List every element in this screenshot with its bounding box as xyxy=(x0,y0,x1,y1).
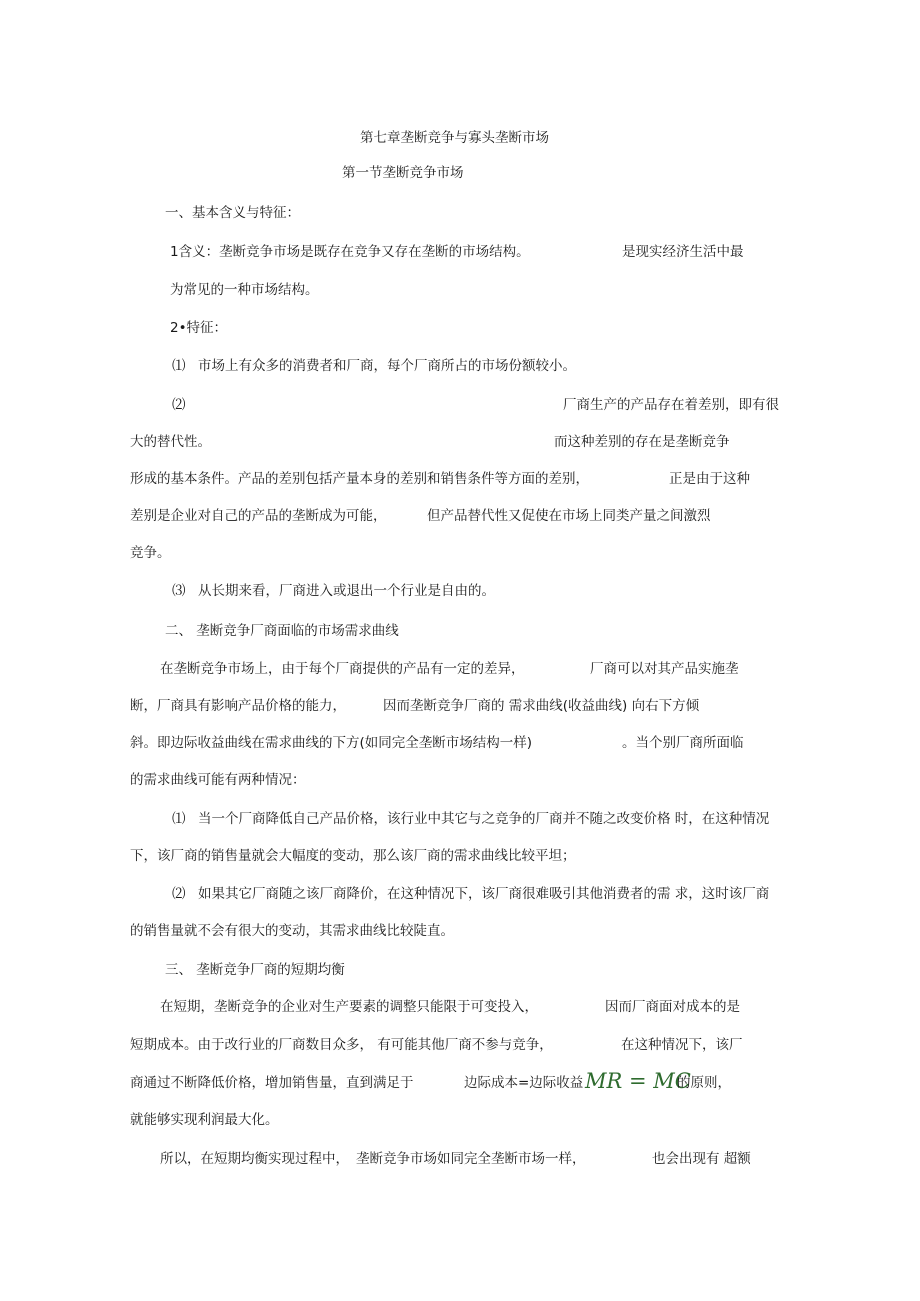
text-line: 的销售量就不会有很大的变动，其需求曲线比较陡直。 xyxy=(130,923,454,939)
text-line: 短期成本。由于改行业的厂商数目众多， 有可能其他厂商不参与竞争， xyxy=(130,1037,553,1053)
text-line: 形成的基本条件。产品的差别包括产量本身的差别和销售条件等方面的差别， xyxy=(130,471,589,487)
text-line: 。当个别厂商所面临 xyxy=(622,735,744,751)
formula-mr-mc: MR = MC xyxy=(585,1069,691,1093)
text-line: 的需求曲线可能有两种情况： xyxy=(130,772,306,788)
text-line: 下，该厂商的销售量就会大幅度的变动，那么该厂商的需求曲线比较平坦； xyxy=(130,848,576,864)
text-line: 正是由于这种 xyxy=(669,471,750,487)
text-line: 但产品替代性又促使在市场上同类产量之间激烈 xyxy=(427,508,711,524)
list-number: ⑶ xyxy=(172,583,186,599)
list-number: ⑵ xyxy=(172,886,186,902)
text-line: 边际成本=边际收益 xyxy=(464,1075,584,1091)
list-number: ⑴ xyxy=(172,811,186,827)
list-number: ⑵ xyxy=(172,397,186,413)
section-title: 第一节垄断竞争市场 xyxy=(342,165,464,181)
heading-basic-meaning: 一、基本含义与特征： xyxy=(165,205,300,221)
list-number: ⑴ xyxy=(172,358,186,374)
text-line: 是现实经济生活中最 xyxy=(622,244,744,260)
text-line: 的原则， xyxy=(677,1075,731,1091)
text-line: 因而垄断竞争厂商的 需求曲线(收益曲线) 向右下方倾 xyxy=(383,698,700,714)
text-line: 如果其它厂商随之该厂商降价，在这种情况下，该厂商很难吸引其他消费者的需 求，这时该厂商 xyxy=(198,886,770,902)
text-line: 为常见的一种市场结构。 xyxy=(170,282,319,298)
heading-short-run: 三、 垄断竞争厂商的短期均衡 xyxy=(165,962,345,978)
text-line: 竞争。 xyxy=(130,545,171,561)
text-line: 大的替代性。 xyxy=(130,434,211,450)
text-line: 断，厂商具有影响产品价格的能力， xyxy=(130,698,346,714)
text-line: 厂商可以对其产品实施垄 xyxy=(590,661,739,677)
text-line: 在这种情况下，该厂 xyxy=(621,1037,743,1053)
text-line: 斜。即边际收益曲线在需求曲线的下方(如同完全垄断市场结构一样) xyxy=(130,735,533,751)
text-line: 在短期，垄断竞争的企业对生产要素的调整只能限于可变投入， xyxy=(160,999,538,1015)
text-line: 垄断竞争市场如同完全垄断市场一样， xyxy=(356,1151,586,1167)
text-line: 差别是企业对自己的产品的垄断成为可能， xyxy=(130,508,387,524)
text-line: 而这种差别的存在是垄断竞争 xyxy=(554,434,730,450)
text-line: 2•特征： xyxy=(170,320,228,336)
text-line: 因而厂商面对成本的是 xyxy=(605,999,740,1015)
text-line: 厂商生产的产品存在着差别，即有很 xyxy=(563,397,779,413)
text-line: 商通过不断降低价格，增加销售量，直到满足于 xyxy=(130,1075,414,1091)
text-line: 1含义：垄断竞争市场是既存在竞争又存在垄断的市场结构。 xyxy=(170,244,530,260)
text-line: 就能够实现利润最大化。 xyxy=(130,1112,279,1128)
text-line: 当一个厂商降低自己产品价格，该行业中其它与之竞争的厂商并不随之改变价格 时，在这种情况 xyxy=(198,811,770,827)
text-line: 所以，在短期均衡实现过程中， xyxy=(160,1151,349,1167)
text-line: 从长期来看，厂商进入或退出一个行业是自由的。 xyxy=(198,583,495,599)
text-line: 也会出现有 超额 xyxy=(652,1151,751,1167)
text-line: 在垄断竞争市场上，由于每个厂商提供的产品有一定的差异， xyxy=(160,661,525,677)
text-line: 市场上有众多的消费者和厂商，每个厂商所占的市场份额较小。 xyxy=(198,358,576,374)
chapter-title: 第七章垄断竞争与寡头垄断市场 xyxy=(360,130,549,146)
heading-demand-curve: 二、 垄断竞争厂商面临的市场需求曲线 xyxy=(165,623,399,639)
